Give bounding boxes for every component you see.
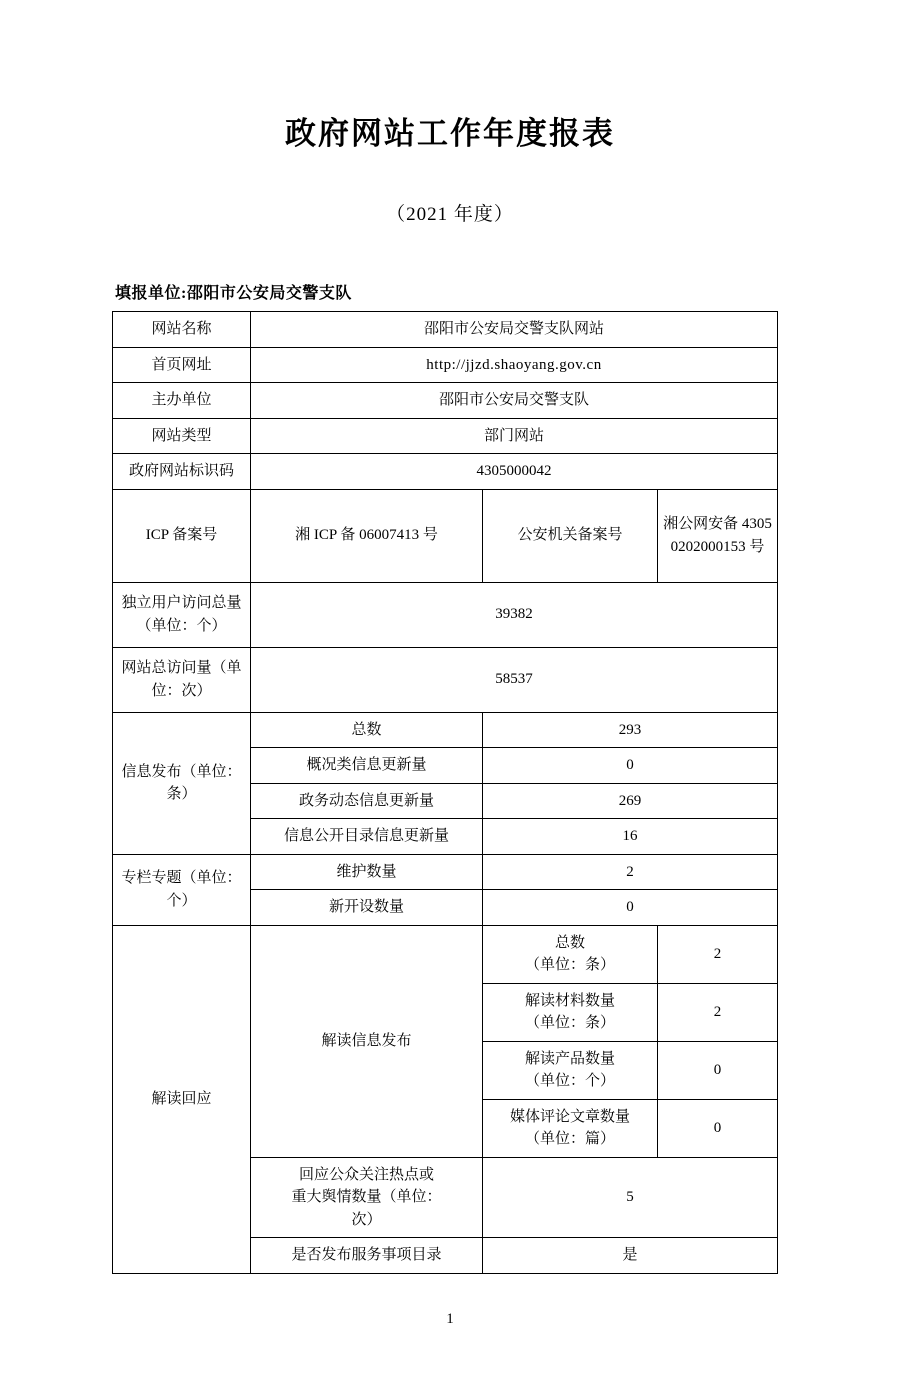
public-response-label-line1: 回应公众关注热点或 [298,1166,434,1183]
homepage-value: http://jjzd.shaoyang.gov.cn [251,347,778,383]
info-release-item-value: 0 [483,748,778,784]
info-release-item-name: 政务动态信息更新量 [251,783,483,819]
interpretation-item-value: 0 [658,1041,778,1099]
table-row [113,854,778,890]
interpretation-item-name-line1: 总数 [554,934,585,951]
public-response-value: 5 [483,1157,778,1238]
info-release-item-value: 293 [483,712,778,748]
page-title: 政府网站工作年度报表 [285,116,615,152]
column-topic-item-value: 0 [483,890,778,926]
interpretation-release-label: 解读信息发布 [251,925,483,1157]
info-release-item-name: 概况类信息更新量 [251,748,483,784]
table-row [113,925,778,983]
interpretation-label: 解读回应 [113,925,251,1273]
public-response-label [251,1157,483,1238]
interpretation-item-name-line1: 解读材料数量 [524,992,615,1009]
police-record-label: 公安机关备案号 [483,489,658,582]
info-release-item-name: 信息公开目录信息更新量 [251,819,483,855]
interpretation-item-name-line2: （单位：篇） [524,1131,615,1147]
site-type-label: 网站类型 [113,418,251,454]
table-row [113,712,778,748]
page-subtitle: （2021 年度） [386,204,514,225]
service-catalog-label: 是否发布服务事项目录 [251,1238,483,1274]
sponsor-label: 主办单位 [113,383,251,419]
icp-label: ICP 备案号 [113,489,251,582]
table-row [113,582,778,647]
interpretation-item-value: 2 [658,925,778,983]
total-visits-value: 58537 [251,647,778,712]
table-row [113,347,778,383]
service-catalog-value: 是 [483,1238,778,1274]
site-name-value: 邵阳市公安局交警支队网站 [251,312,778,348]
interpretation-item-name [483,1041,658,1099]
table-row [113,418,778,454]
total-visits-label: 网站总访问量（单位：次） [113,647,251,712]
interpretation-item-name-line2: （单位：个） [524,1073,615,1089]
info-release-label: 信息发布（单位：条） [113,712,251,854]
public-response-label-line2: 重大舆情数量（单位： [291,1189,442,1205]
column-topic-item-name: 维护数量 [251,854,483,890]
police-record-value: 湘公网安备 43050202000153 号 [658,489,778,582]
column-topic-label: 专栏专题（单位：个） [113,854,251,925]
unique-visitors-label: 独立用户访问总量（单位：个） [113,582,251,647]
interpretation-item-name [483,983,658,1041]
site-type-value: 部门网站 [251,418,778,454]
sponsor-value: 邵阳市公安局交警支队 [251,383,778,419]
icp-value: 湘 ICP 备 06007413 号 [251,489,483,582]
unique-visitors-value: 39382 [251,582,778,647]
interpretation-item-name-line2: （单位：条） [524,957,615,973]
info-release-item-value: 269 [483,783,778,819]
filler-unit-value: 邵阳市公安局交警支队 [186,285,352,302]
filler-unit-label: 填报单位: [115,285,187,302]
interpretation-item-value: 2 [658,983,778,1041]
gov-code-value: 4305000042 [251,454,778,490]
table-row [113,647,778,712]
annual-report-table [112,311,778,1274]
interpretation-item-name-line1: 媒体评论文章数量 [509,1108,630,1125]
interpretation-item-name-line1: 解读产品数量 [524,1050,615,1067]
interpretation-item-name-line2: （单位：条） [524,1015,615,1031]
table-row [113,383,778,419]
info-release-item-name: 总数 [251,712,483,748]
column-topic-item-name: 新开设数量 [251,890,483,926]
info-release-item-value: 16 [483,819,778,855]
public-response-label-line3: 次） [351,1211,382,1228]
site-name-label: 网站名称 [113,312,251,348]
interpretation-item-value: 0 [658,1099,778,1157]
document-page [0,108,900,1380]
interpretation-item-name [483,925,658,983]
gov-code-label: 政府网站标识码 [113,454,251,490]
table-row [113,312,778,348]
homepage-label: 首页网址 [113,347,251,383]
table-row [113,454,778,490]
filler-unit-line [112,280,788,303]
interpretation-item-name [483,1099,658,1157]
column-topic-item-value: 2 [483,854,778,890]
table-row-icp [113,489,778,582]
page-number: 1 [446,1311,454,1327]
